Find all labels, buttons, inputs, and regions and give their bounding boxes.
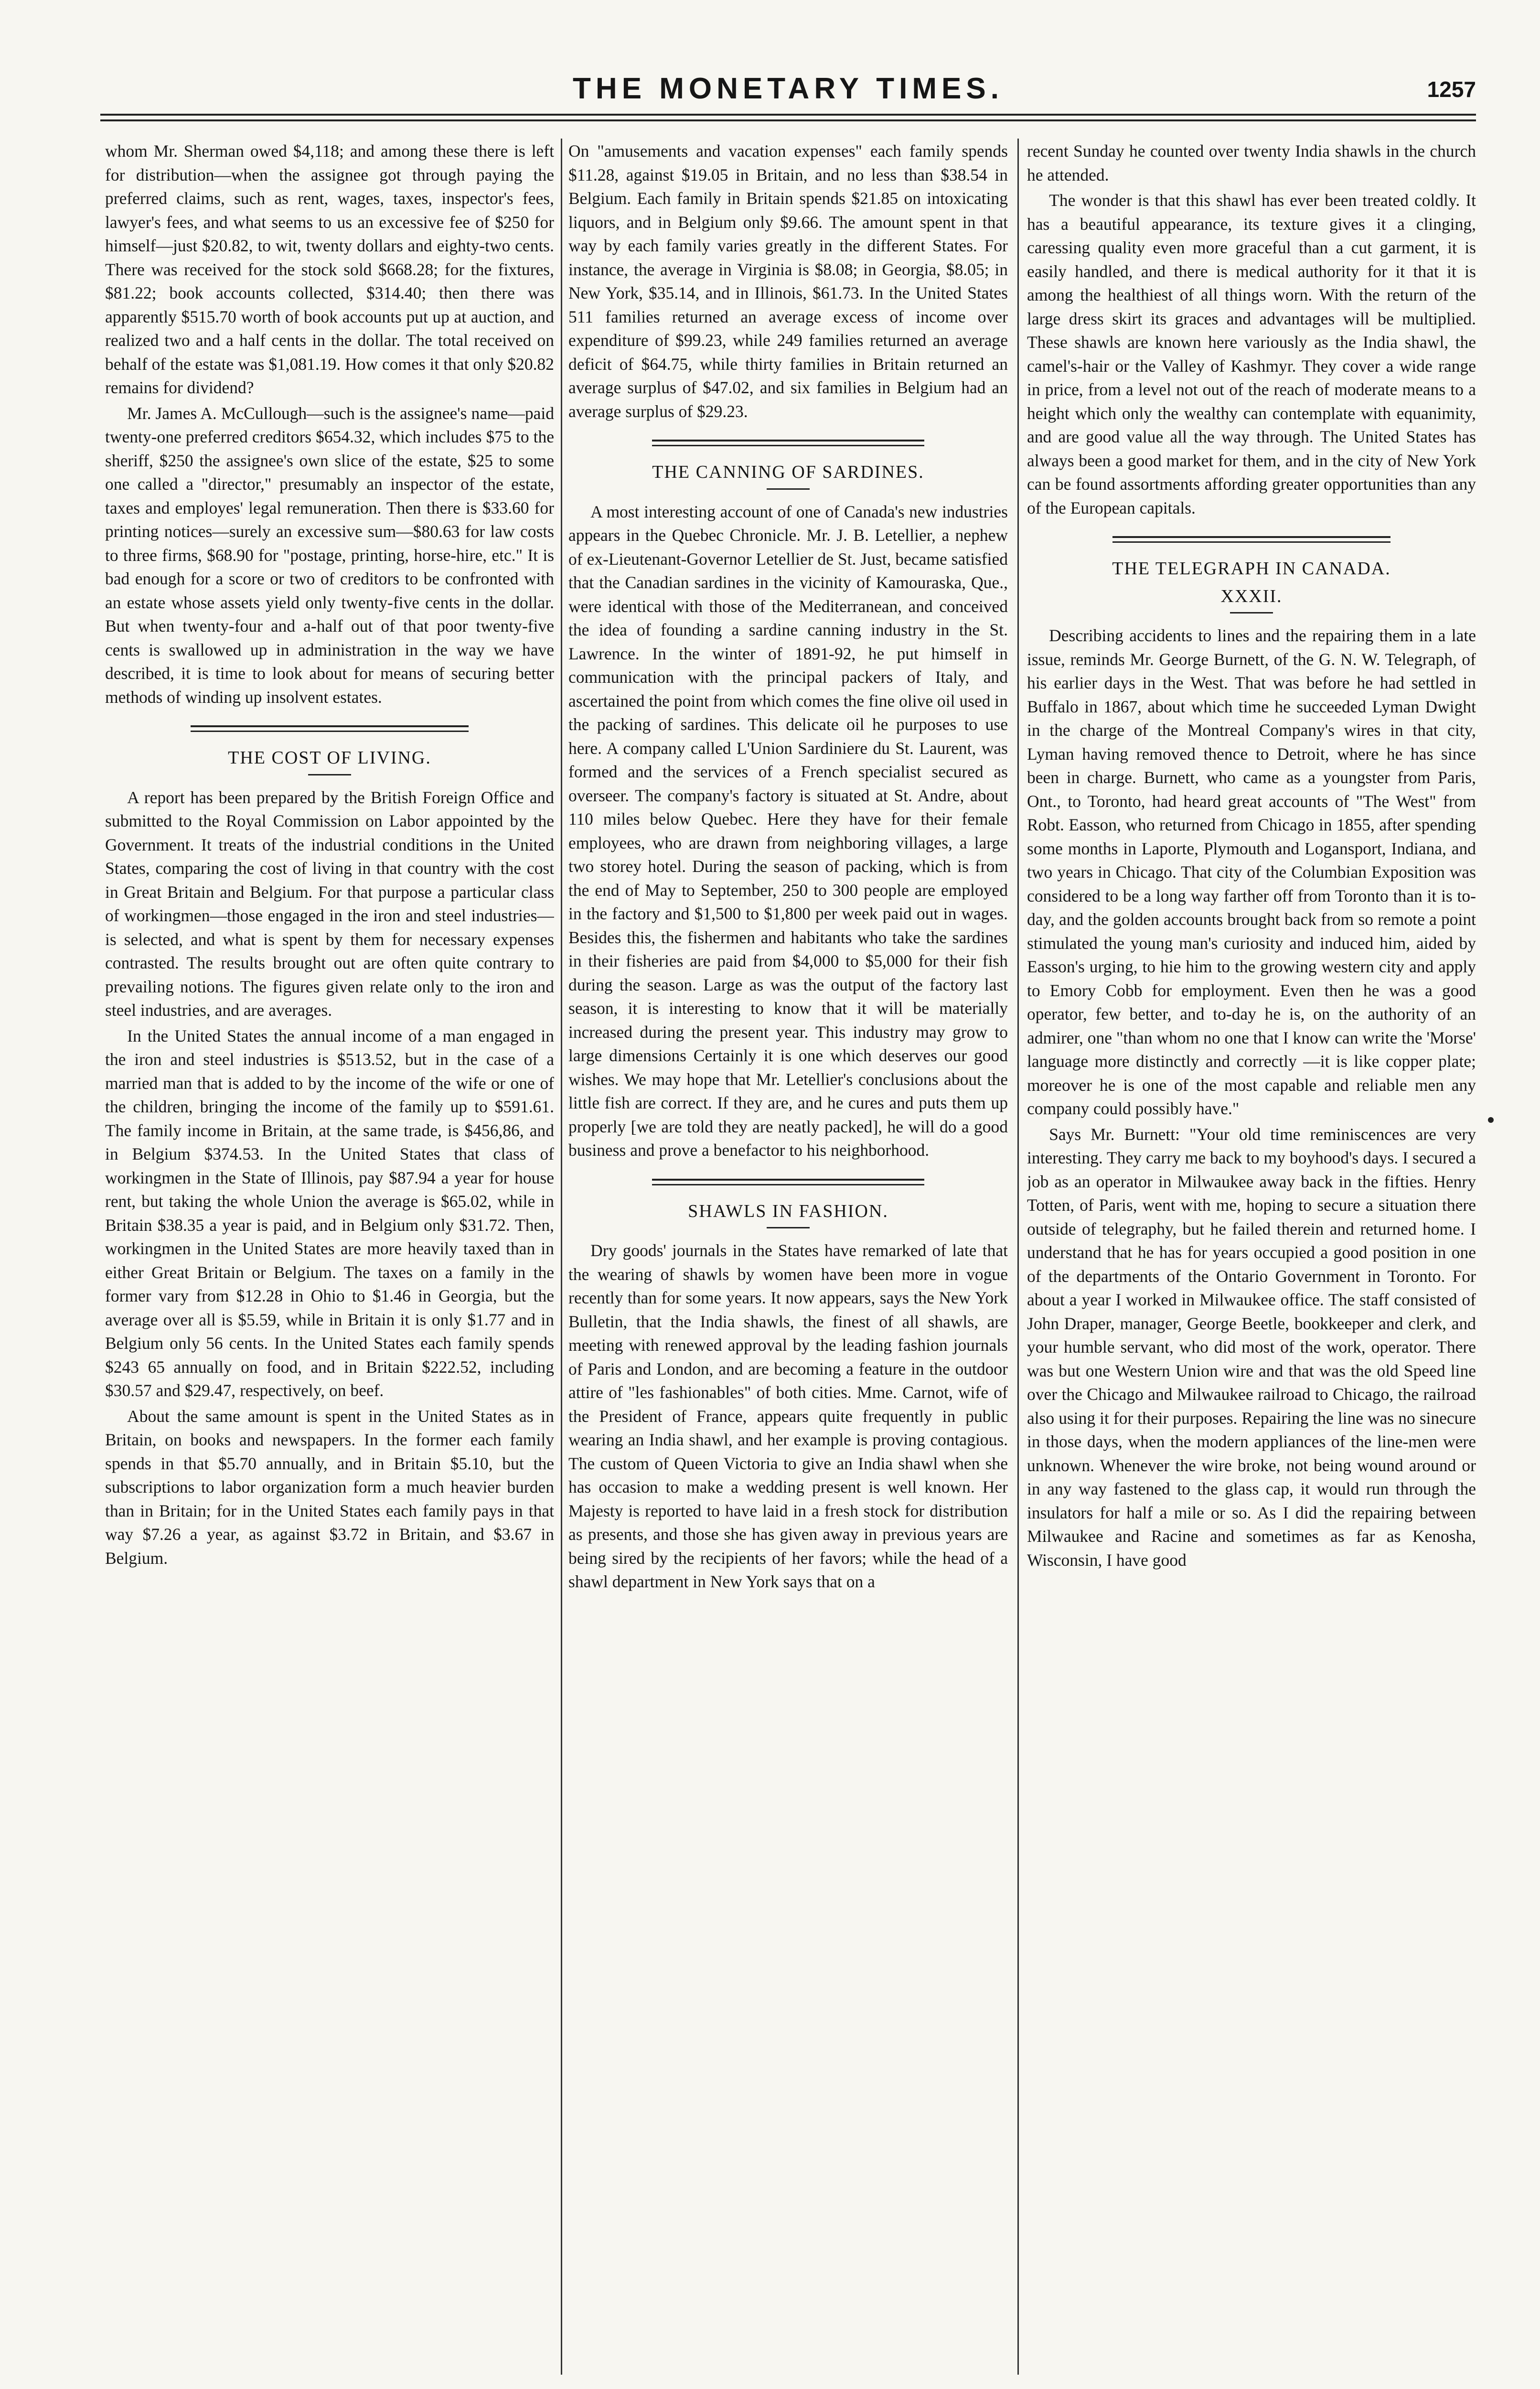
paragraph-burnett-reminiscences: Says Mr. Burnett: "Your old time reminiscences are very interesting. They carry me back to my boyhood's days. I secured a job as an operator in Milwaukee away back in the fifties. Henry Totten, of Paris, went with me, hoping to secure a situation there outside of telegraphy, but he failed therein and returned home. I understand that he has for years occupied a good position in one of the departments of the Ontario Government in Toronto. For about a year I worked in Milwaukee office. The staff consisted of John Draper, manager, George Beetle, bookkeeper and clerk, and your humble servant, who did most of the work, operator. There was but one Western Union wire and that was the old Speed line over the Chicago and Milwaukee railroad to Chicago, the railroad also using it for their purposes. Repairing the line was no sinecure in those days, when the modern appliances of the line-men were unknown. Whenever the wire broke, not being wound around or in any way fastened to the glass cap, it would run through the insulators for half a mile or so. As I did the repairing between Milwaukee and Racine and sometimes as far as Kenosha, Wisconsin, I have good (1027, 1124, 1476, 1570)
paragraph-estate-distribution: whom Mr. Sherman owed $4,118; and among these there is left for distribution—when the assignee got through paying the preferred claims, such as rent, wages, taxes, inspector's fees, lawyer's fees, and what seems to us an excessive fee of $250 for himself—just $20.82, to wit, twenty dollars and eighty-two cents. There was received for the stock sold $668.28; for the fixtures, $81.22; book accounts collected, $314.40; then there was apparently $515.70 worth of book accounts put up at auction, and realized two and a half cents in the dollar. The total received on behalf of the estate was $1,081.19. How comes it that only $20.82 remains for dividend? (105, 141, 554, 397)
headline-shawls-in-fashion: SHAWLS IN FASHION. (688, 1201, 888, 1221)
publication-title: THE MONETARY TIMES. (573, 72, 1004, 105)
column-2 (568, 140, 1008, 2366)
paragraph-sardine-industry: A most interesting account of one of Canada's new industries appears in the Quebec Chronicle. Mr. J. B. Letellier, a nephew of ex-Lieutenant-Governor Letellier de St. Just, became satisfied that the Canadian sardines in the vicinity of Kamouraska, Que., were identical with those of the Mediterranean, and conceived the idea of founding a sardine canning industry in the St. Lawrence. In the winter of 1891-92, he put himself in communication with the principal packers of Italy, and ascertained the point from which comes the fine olive oil used in the packing of sardines. This delicate oil he purposes to use here. A company called L'Union Sardiniere du St. Laurent, was formed and the services of a French specialist secured as overseer. The company's factory is situated at St. Andre, about 110 miles below Quebec. Here they have for their female employees, who are drawn from neighboring villages, a large two storey hotel. During the season of packing, which is from the end of May to September, 250 to 300 people are employed in the factory and $1,500 to $1,800 per week paid out in wages. Besides this, the fishermen and habitants who take the sardines in their fisheries are paid from $4,000 to $5,000 for their fish during the season. Large as was the output of the factory last season, it is interesting to know that it will be materially increased during the present year. This industry may grow to large dimensions Certainly it is one which deserves our good wishes. We may hope that Mr. Letellier's conclusions about the little fish are correct. If they are, and he cures and puts them up properly [we are told they are neatly packed], he will do a good business and prove a benefactor to his neighborhood. (568, 502, 1008, 1160)
paragraph-india-shawls: Dry goods' journals in the States have remarked of late that the wearing of shawls by women have been more in vogue recently than for some years. It now appears, says the New York Bulletin, that the India shawls, the finest of all shawls, are meeting with renewed approval by the leading fashion journals of Paris and London, and are becoming a feature in the outdoor attire of "les fashionables" of both cities. Mme. Carnot, wife of the President of France, appears quite frequently in public wearing an India shawl, and her example is proving contagious. The custom of Queen Victoria to give an India shawl when she has occasion to make a wedding present is well known. Her Majesty is reported to have laid in a fresh stock for distribution as presents, and those she has given away in previous years are being sired by the recipients of her favors; while the head of a shawl department in New York says that on a (568, 1241, 1008, 1591)
column-divider-2 (1017, 139, 1019, 2375)
masthead-rule-bottom (100, 119, 1476, 121)
masthead (100, 72, 1476, 115)
headline-dash (1230, 612, 1273, 613)
headline-dash (767, 1227, 810, 1228)
paragraph-burnett-history: Describing accidents to lines and the repairing them in a late issue, reminds Mr. George Burnett, of the G. N. W. Telegraph, of his earlier days in the West. That was before he had settled in Buffalo in 1867, about which time he succeeded Lyman Dwight in the charge of the Montreal Company's wires in that city, Lyman having removed thence to Detroit, where he has since been in charge. Burnett, who came as a youngster from Paris, Ont., to Toronto, had heard great accounts of "The West" from Robt. Easson, who returned from Chicago in 1855, after spending some months in Laporte, Plymouth and Logansport, Indiana, and two years in Chicago. That city of the Columbian Exposition was considered to be a long way farther off from Toronto than it is to-day, and the golden accounts brought back from so remote a point stimulated the young man's curiosity and induced him, aided by Easson's urging, to hie him to the growing western city and apply to Emory Cobb for employment. Even then he was a good operator, few better, and to-day he is, on the authority of an admirer, one "than whom no one that I know can write the 'Morse' language more distinctly and correctly —it is like copper plate; moreover he is one of the most capable and reliable men any company could possibly have." (1027, 626, 1476, 1118)
paragraph-amusements: On "amusements and vacation expenses" each family spends $11.28, against $19.05 in Britain, and no less than $38.54 in Belgium. Each family in Britain spends $21.85 on intoxicating liquors, and in Belgium only $9.66. The amount spent in that way by each family varies greatly in the different States. For instance, the average in Virginia is $8.08; in Georgia, $8.05; in New York, $35.14, and in Illinois, $61.73. In the United States 511 families returned an average excess of income over expenditure of $99.23, while 249 families returned an average deficit of $64.75, while thirty families in Britain returned an average surplus of $47.02, and six families in Belgium had an average surplus of $29.23. (568, 141, 1008, 421)
section-separator (1112, 536, 1391, 543)
paragraph-shawls-continued: recent Sunday he counted over twenty India shawls in the church he attended. (1027, 141, 1476, 184)
masthead-rule-top (100, 114, 1476, 116)
column-divider-1 (561, 139, 562, 2375)
margin-dot (1488, 1117, 1494, 1123)
section-separator (191, 725, 469, 732)
section-separator (652, 1179, 924, 1185)
installment-numeral: XXXII. (1220, 586, 1283, 606)
headline-dash (767, 488, 810, 490)
paragraph-foreign-office-report: A report has been prepared by the British Foreign Office and submitted to the Royal Commission on Labor appointed by the Government. It treats of the industrial conditions in the United States, comparing the cost of living in that country with the cost in Great Britain and Belgium. For that purpose a particular class of workingmen—those engaged in the iron and steel industries—is selected, and what is spent by them for necessary expenses contrasted. The results brought out are often quite contrary to prevailing notions. The figures given relate only to the iron and steel industries, and are averages. (105, 787, 554, 1020)
headline-telegraph-in-canada: THE TELEGRAPH IN CANADA. (1112, 559, 1391, 579)
section-separator (652, 440, 924, 446)
column-1 (105, 140, 554, 2366)
paragraph-books-newspapers: About the same amount is spent in the United States as in Britain, on books and newspapers. In the former each family spends in that $5.70 annually, and in Britain $5.10, but the subscriptions to labor organization form a much heavier burden than in Britain; for in the United States each family pays in that way $7.26 a year, as against $3.72 in Britain, and $3.67 in Belgium. (105, 1406, 554, 1568)
headline-canning-of-sardines: THE CANNING OF SARDINES. (652, 462, 924, 482)
paragraph-assignee-fees: Mr. James A. McCullough—such is the assignee's name—paid twenty-one preferred creditors $654.32, which includes $75 to the sheriff, $250 the assignee's own slice of the estate, $25 to some one called a "director," presumably an inspector of the estate, taxes and employes' legal remuneration. Then there is $33.60 for printing notices—surely an excessive sum—$80.63 for law costs to three firms, $68.90 for "postage, printing, horse-hire, etc." It is bad enough for a score or two of creditors to be confronted with an estate whose assets yield only twenty-five cents in the dollar. But when twenty-four and a-half out of that poor twenty-five cents is swallowed up in administration in the way we have described, it is time to look about for means of securing better methods of winding up insolvent estates. (105, 403, 554, 707)
column-3 (1027, 140, 1476, 2366)
headline-cost-of-living: THE COST OF LIVING. (228, 748, 431, 768)
paragraph-shawl-wonder: The wonder is that this shawl has ever been treated coldly. It has a beautiful appearance, its texture gives it a clinging, caressing quality even more graceful than a cut garment, it is easily handled, and there is medical authority for it that it is among the healthiest of all things worn. With the return of the large dress skirt its graces and advantages will be multiplied. These shawls are known here variously as the India shawl, the camel's-hair or the Valley of Kashmyr. They cover a wide range in price, from a level not out of the reach of moderate means to a height which only the wealthy can contemplate with equanimity, and are good value all the way through. The United States has always been a good market for them, and in the city of New York can be found assortments affording greater opportunities than any of the European capitals. (1027, 191, 1476, 517)
page-number: 1257 (1427, 77, 1476, 102)
headline-dash (308, 774, 351, 775)
paragraph-annual-income: In the United States the annual income of a man engaged in the iron and steel industries is $513.52, but in the case of a married man that is added to by the income of the wife or one of the children, bringing the income of the family up to $591.61. The family income in Britain, at the same trade, is $456,86, and in Belgium $374.53. In the United States that class of workingmen in the State of Illinois, pay $87.94 a year for house rent, but taking the whole Union the average is $65.02, while in Britain $38.35 a year is paid, and in Belgium only $31.72. Then, workingmen in the United States are more heavily taxed than in either Great Britain or Belgium. The taxes on a family in the former vary from $12.28 in Ohio to $1.46 in Georgia, but the average over all is $5.59, while in Britain it is only $1.77 and in Belgium only 56 cents. In the United States each family spends $243 65 annually on food, and in Britain $222.52, including $30.57 and $29.47, respectively, on beef. (105, 1026, 554, 1400)
